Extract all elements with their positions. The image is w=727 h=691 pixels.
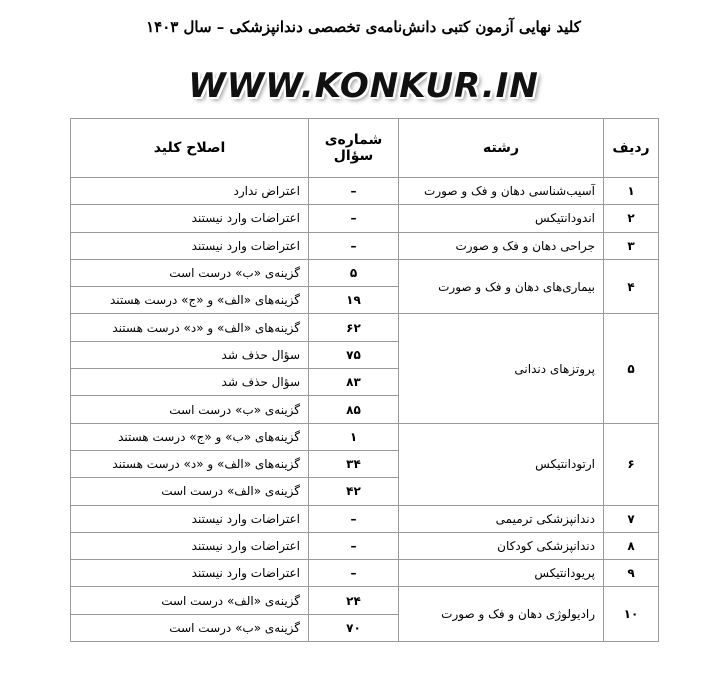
question-number: – bbox=[309, 560, 399, 587]
question-number: – bbox=[309, 532, 399, 559]
page-title: کلید نهایی آزمون کتبی دانش‌نامه‌ی تخصصی دندانپزشکی – سال ۱۴۰۳ bbox=[146, 18, 581, 36]
table-row bbox=[71, 587, 659, 614]
row-number: ۱ bbox=[604, 178, 659, 205]
table-header-row bbox=[71, 119, 659, 178]
specialty-name: رادیولوژی دهان و فک و صورت bbox=[399, 587, 604, 642]
row-number: ۱۰ bbox=[604, 587, 659, 642]
table-row bbox=[71, 423, 659, 450]
table-row bbox=[71, 505, 659, 532]
question-number: ۸۵ bbox=[309, 396, 399, 423]
table-row bbox=[71, 178, 659, 205]
specialty-name: آسیب‌شناسی دهان و فک و صورت bbox=[399, 178, 604, 205]
key-correction: اعتراضات وارد نیستند bbox=[71, 505, 309, 532]
key-correction: گزینه‌های «الف» و «د» درست هستند bbox=[71, 314, 309, 341]
row-number: ۷ bbox=[604, 505, 659, 532]
key-correction: گزینه‌ی «الف» درست است bbox=[71, 587, 309, 614]
key-correction: گزینه‌ی «ب» درست است bbox=[71, 259, 309, 286]
table-row bbox=[71, 314, 659, 341]
question-number: ۲۴ bbox=[309, 587, 399, 614]
question-number: – bbox=[309, 505, 399, 532]
row-number: ۴ bbox=[604, 259, 659, 314]
question-number: ۳۴ bbox=[309, 450, 399, 477]
key-correction: سؤال حذف شد bbox=[71, 341, 309, 368]
key-correction: گزینه‌ی «ب» درست است bbox=[71, 396, 309, 423]
question-number: ۷۵ bbox=[309, 341, 399, 368]
key-correction: اعتراضات وارد نیستند bbox=[71, 532, 309, 559]
specialty-name: جراحی دهان و فک و صورت bbox=[399, 232, 604, 259]
header-reshte: رشته bbox=[399, 119, 604, 178]
row-number: ۵ bbox=[604, 314, 659, 423]
question-number: ۸۳ bbox=[309, 369, 399, 396]
key-correction: اعتراضات وارد نیستند bbox=[71, 560, 309, 587]
key-correction: اعتراضات وارد نیستند bbox=[71, 232, 309, 259]
question-number: – bbox=[309, 178, 399, 205]
specialty-name: دندانپزشکی کودکان bbox=[399, 532, 604, 559]
row-number: ۲ bbox=[604, 205, 659, 232]
specialty-name: پریودانتیکس bbox=[399, 560, 604, 587]
question-number: ۵ bbox=[309, 259, 399, 286]
question-number: ۱۹ bbox=[309, 287, 399, 314]
answer-key-table bbox=[70, 118, 659, 642]
header-key-correction: اصلاح کلید bbox=[71, 119, 309, 178]
key-correction: گزینه‌ی «الف» درست است bbox=[71, 478, 309, 505]
table-row bbox=[71, 560, 659, 587]
table-row bbox=[71, 205, 659, 232]
question-number: ۷۰ bbox=[309, 614, 399, 641]
question-number: – bbox=[309, 205, 399, 232]
question-number: ۴۲ bbox=[309, 478, 399, 505]
key-correction: گزینه‌های «الف» و «ج» درست هستند bbox=[71, 287, 309, 314]
table-row bbox=[71, 532, 659, 559]
header-question-number: شماره‌ی سؤال bbox=[309, 119, 399, 178]
question-number: – bbox=[309, 232, 399, 259]
table-body bbox=[71, 178, 659, 642]
row-number: ۹ bbox=[604, 560, 659, 587]
key-correction: گزینه‌ی «ب» درست است bbox=[71, 614, 309, 641]
question-number: ۶۲ bbox=[309, 314, 399, 341]
table-row bbox=[71, 259, 659, 286]
key-correction: گزینه‌های «ب» و «ج» درست هستند bbox=[71, 423, 309, 450]
row-number: ۳ bbox=[604, 232, 659, 259]
specialty-name: اندودانتیکس bbox=[399, 205, 604, 232]
site-logo: WWW.KONKUR.IN bbox=[188, 66, 539, 106]
header-radif: ردیف bbox=[604, 119, 659, 178]
row-number: ۶ bbox=[604, 423, 659, 505]
table-row bbox=[71, 232, 659, 259]
specialty-name: پروتزهای دندانی bbox=[399, 314, 604, 423]
row-number: ۸ bbox=[604, 532, 659, 559]
key-correction: اعتراضات وارد نیستند bbox=[71, 205, 309, 232]
specialty-name: بیماری‌های دهان و فک و صورت bbox=[399, 259, 604, 314]
question-number: ۱ bbox=[309, 423, 399, 450]
specialty-name: دندانپزشکی ترمیمی bbox=[399, 505, 604, 532]
specialty-name: ارتودانتیکس bbox=[399, 423, 604, 505]
key-correction: اعتراض ندارد bbox=[71, 178, 309, 205]
key-correction: سؤال حذف شد bbox=[71, 369, 309, 396]
key-correction: گزینه‌های «الف» و «د» درست هستند bbox=[71, 450, 309, 477]
